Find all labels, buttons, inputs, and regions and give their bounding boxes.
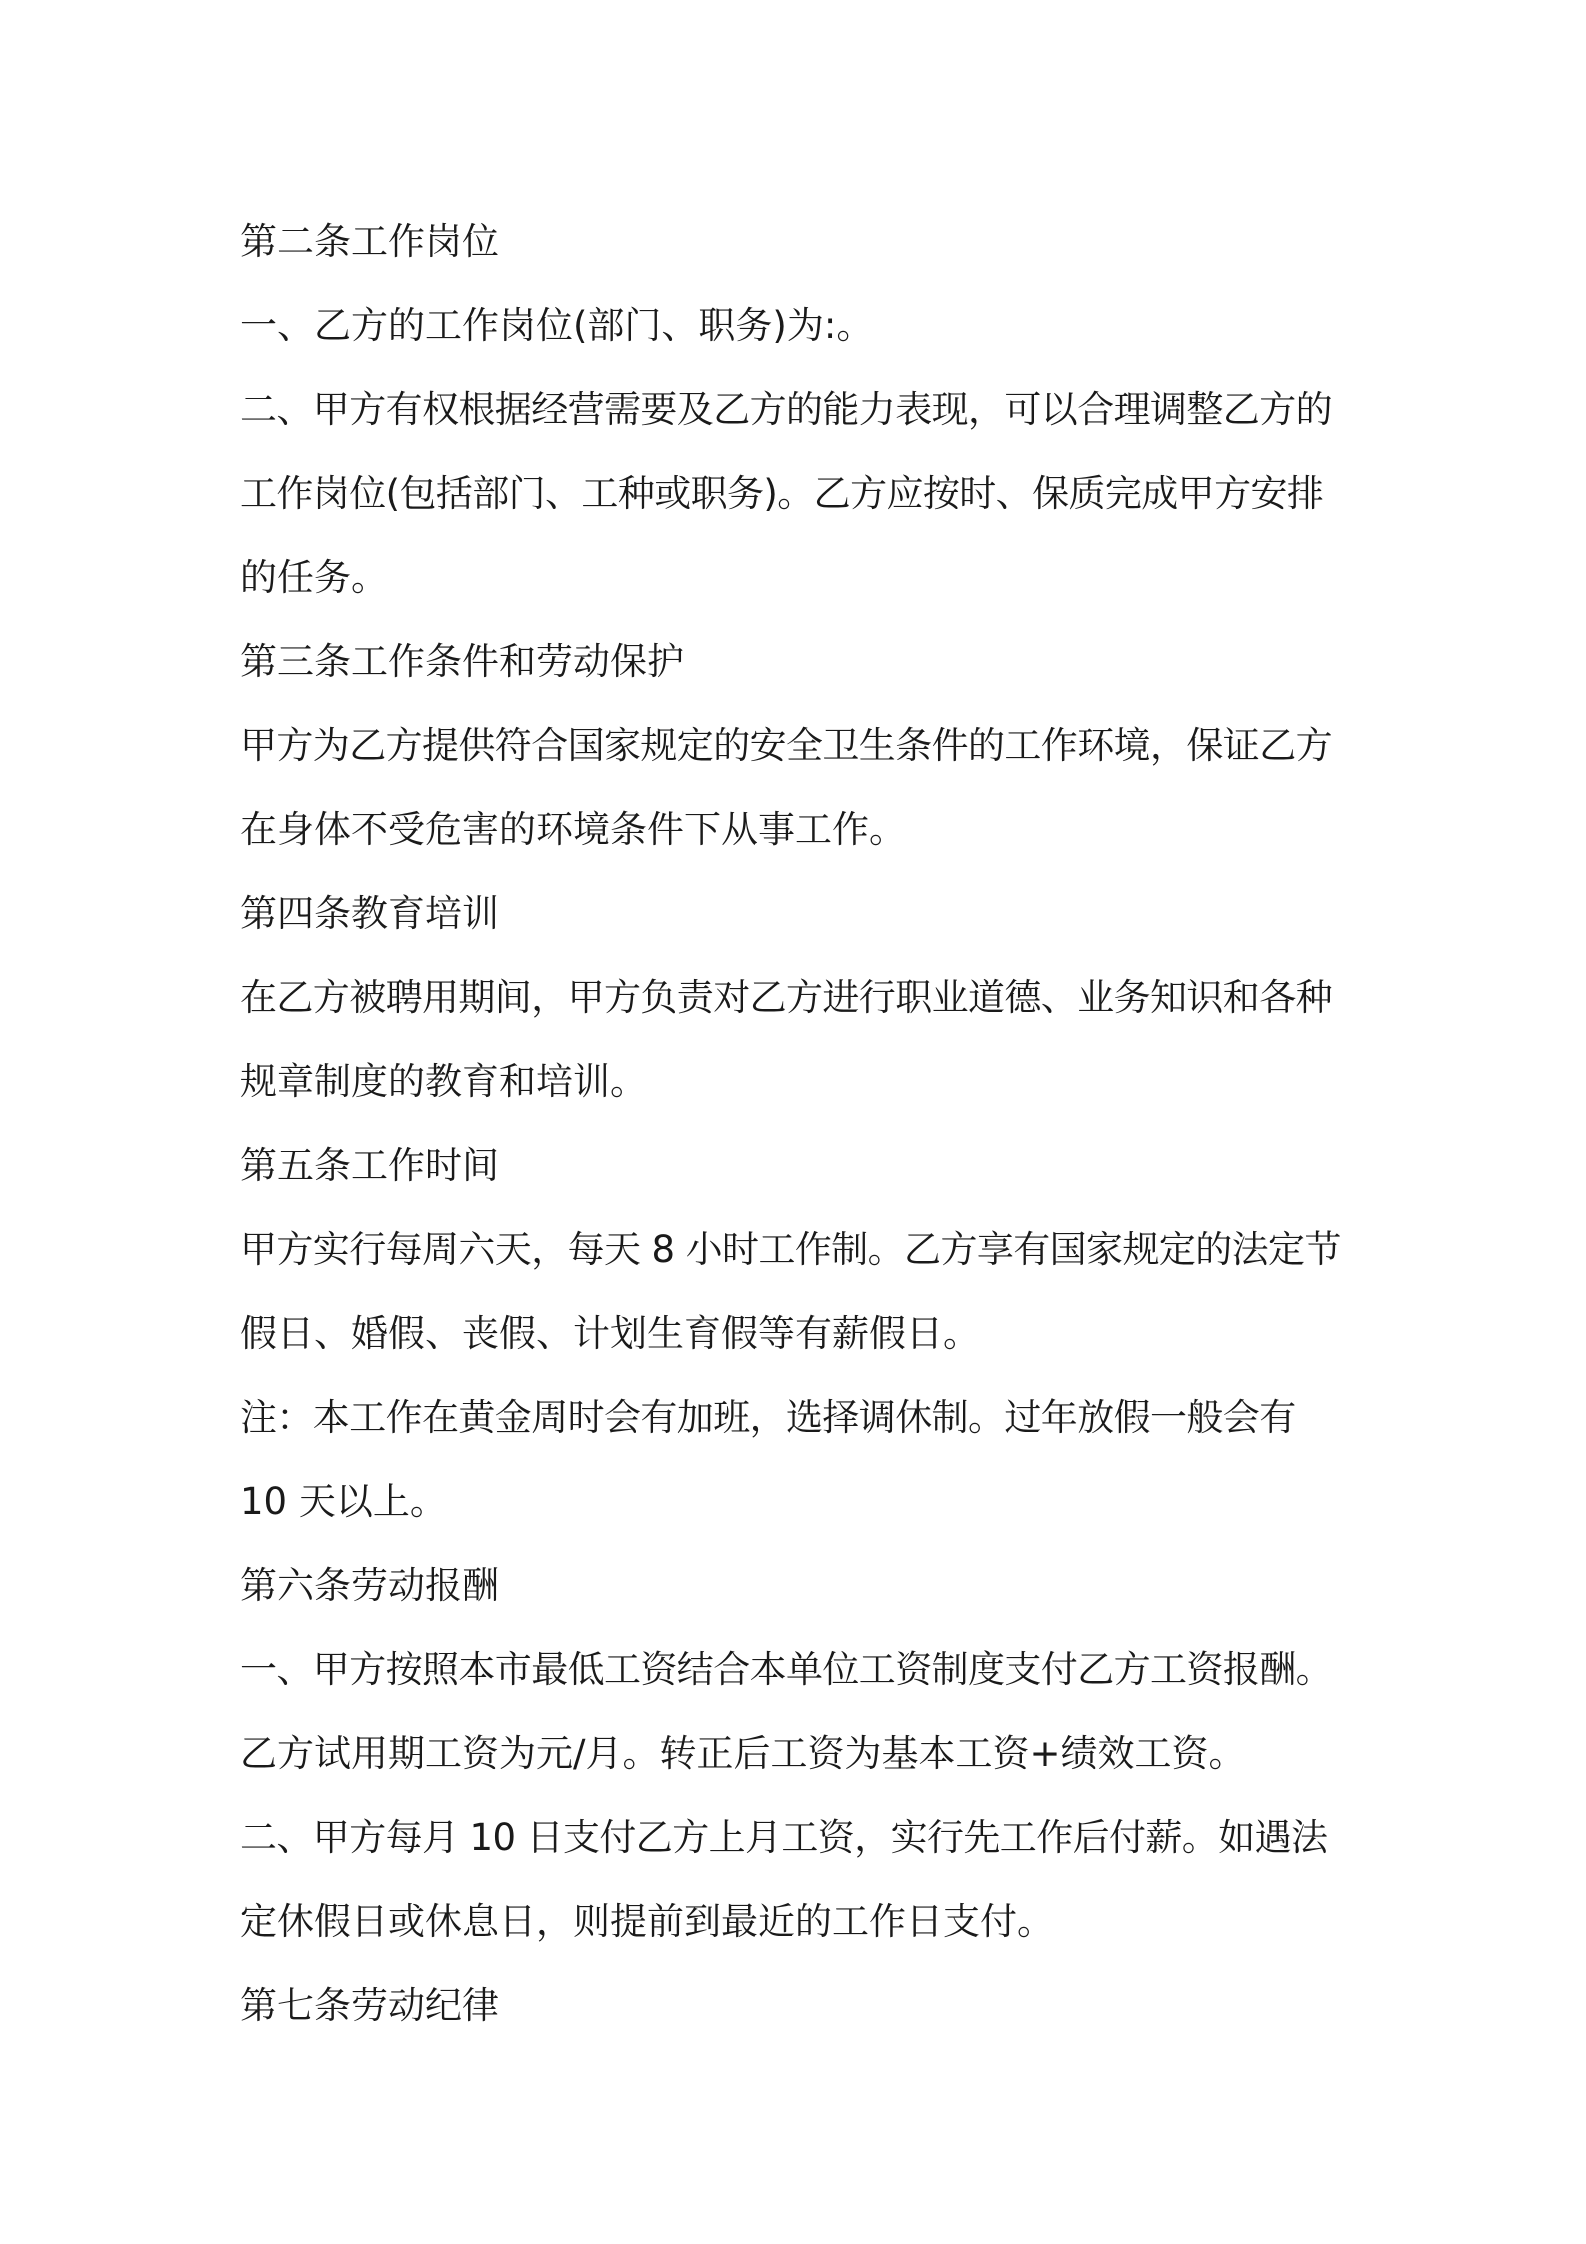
paragraph-line: 乙方试用期工资为元/月。转正后工资为基本工资+绩效工资。 (240, 1732, 1246, 1775)
paragraph-line: 二、甲方有权根据经营需要及乙方的能力表现，可以合理调整乙方的 (240, 388, 1332, 431)
section-heading-article-4: 第四条教育培训 (240, 892, 499, 935)
paragraph-line: 在身体不受危害的环境条件下从事工作。 (240, 808, 906, 851)
paragraph-line: 在乙方被聘用期间，甲方负责对乙方进行职业道德、业务知识和各种 (240, 976, 1332, 1019)
paragraph-line: 一、甲方按照本市最低工资结合本单位工资制度支付乙方工资报酬。 (240, 1648, 1332, 1691)
paragraph-line: 甲方实行每周六天，每天 8 小时工作制。乙方享有国家规定的法定节 (240, 1228, 1341, 1271)
paragraph-line: 假日、婚假、丧假、计划生育假等有薪假日。 (240, 1312, 980, 1355)
paragraph-line: 甲方为乙方提供符合国家规定的安全卫生条件的工作环境，保证乙方 (240, 724, 1332, 767)
paragraph-line: 定休假日或休息日，则提前到最近的工作日支付。 (240, 1900, 1054, 1943)
paragraph-line: 工作岗位(包括部门、工种或职务)。乙方应按时、保质完成甲方安排 (240, 472, 1324, 515)
paragraph-line: 一、乙方的工作岗位(部门、职务)为:。 (240, 304, 874, 347)
section-heading-article-5: 第五条工作时间 (240, 1144, 499, 1187)
note-line: 10 天以上。 (240, 1480, 447, 1523)
section-heading-article-2: 第二条工作岗位 (240, 220, 499, 263)
note-line: 注：本工作在黄金周时会有加班，选择调休制。过年放假一般会有 (240, 1396, 1296, 1439)
paragraph-line: 二、甲方每月 10 日支付乙方上月工资，实行先工作后付薪。如遇法 (240, 1816, 1328, 1859)
section-heading-article-6: 第六条劳动报酬 (240, 1564, 499, 1607)
paragraph-line: 的任务。 (240, 556, 388, 599)
section-heading-article-3: 第三条工作条件和劳动保护 (240, 640, 684, 683)
section-heading-article-7: 第七条劳动纪律 (240, 1984, 499, 2027)
paragraph-line: 规章制度的教育和培训。 (240, 1060, 647, 1103)
